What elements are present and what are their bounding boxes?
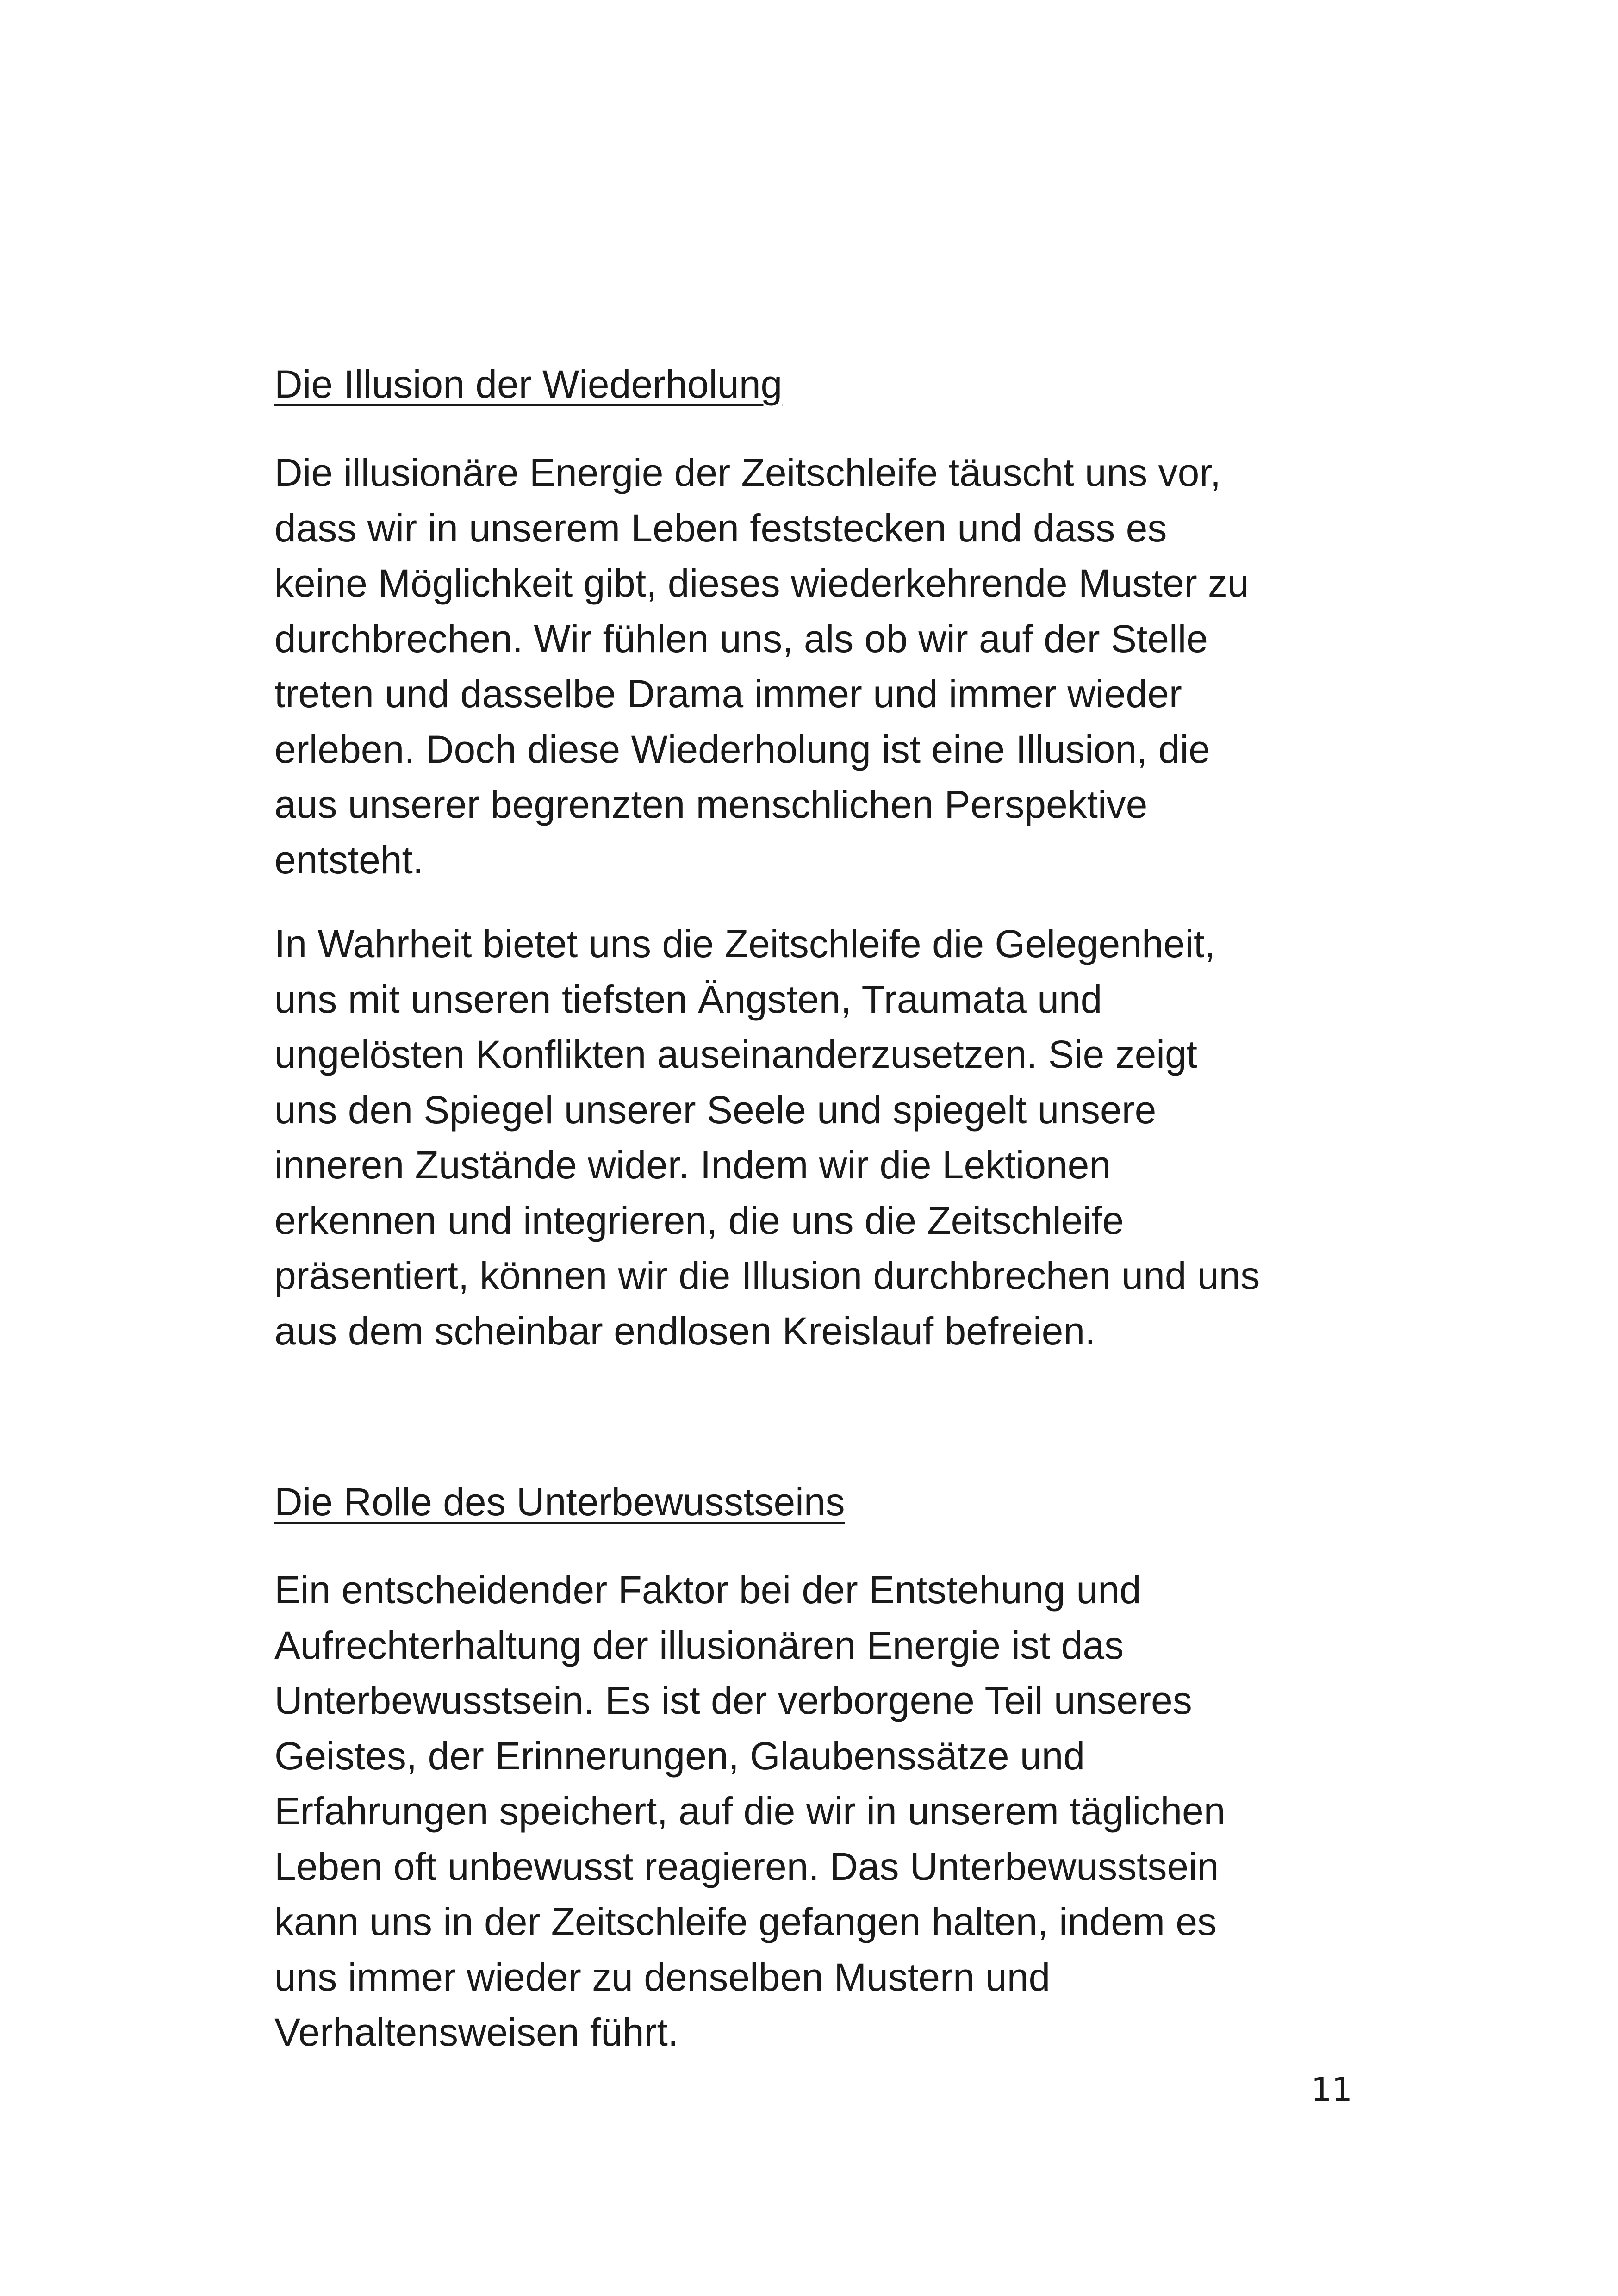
text-line: Ein entscheidender Faktor bei der Entstehung und [274, 1568, 1141, 1612]
text-line: Erfahrungen speichert, auf die wir in unserem täglichen [274, 1789, 1226, 1833]
text-line: aus dem scheinbar endlosen Kreislauf befreien. [274, 1309, 1096, 1353]
text-line: erleben. Doch diese Wiederholung ist eine Illusion, die [274, 727, 1210, 771]
text-line: keine Möglichkeit gibt, dieses wiederkehrende Muster zu [274, 561, 1249, 605]
text-line: durchbrechen. Wir fühlen uns, als ob wir auf der Stelle [274, 616, 1208, 660]
text-line: erkennen und integrieren, die uns die Zeitschleife [274, 1198, 1124, 1242]
text-line: In Wahrheit bietet uns die Zeitschleife die Gelegenheit, [274, 922, 1215, 965]
text-line: uns den Spiegel unserer Seele und spiegelt unsere [274, 1088, 1157, 1132]
page-number: 11 [1311, 2071, 1352, 2109]
text-line: präsentiert, können wir die Illusion durchbrechen und uns [274, 1254, 1260, 1297]
text-line: Leben oft unbewusst reagieren. Das Unterbewusstsein [274, 1844, 1219, 1888]
text-line: uns mit unseren tiefsten Ängsten, Traumata und [274, 977, 1102, 1021]
text-line: inneren Zustände wider. Indem wir die Lektionen [274, 1143, 1111, 1187]
text-line: kann uns in der Zeitschleife gefangen halten, indem es [274, 1900, 1217, 1943]
text-line: treten und dasselbe Drama immer und immer wieder [274, 672, 1182, 716]
text-line: Aufrechterhaltung der illusionären Energie ist das [274, 1623, 1124, 1667]
text-line: Unterbewusstsein. Es ist der verborgene Teil unseres [274, 1679, 1192, 1722]
text-line: ungelösten Konflikten auseinanderzusetzen. Sie zeigt [274, 1033, 1198, 1076]
paragraph-illusion-2 [274, 916, 1376, 1359]
text-line: aus unserer begrenzten menschlichen Perspektive [274, 783, 1148, 826]
paragraph-unterbewusstsein-1 [274, 1562, 1376, 2060]
paragraph-illusion-1 [274, 445, 1376, 888]
text-line: Die illusionäre Energie der Zeitschleife täuscht uns vor, [274, 451, 1221, 494]
section-heading-unterbewusstsein: Die Rolle des Unterbewusstseins [274, 1480, 845, 1524]
text-line: Verhaltensweisen führt. [274, 2010, 679, 2054]
section-heading-illusion: Die Illusion der Wiederholung [274, 362, 783, 406]
text-line: dass wir in unserem Leben feststecken und dass es [274, 506, 1167, 550]
text-line: Geistes, der Erinnerungen, Glaubenssätze und [274, 1734, 1085, 1778]
text-line: uns immer wieder zu denselben Mustern und [274, 1955, 1051, 1999]
text-line: entsteht. [274, 838, 424, 882]
